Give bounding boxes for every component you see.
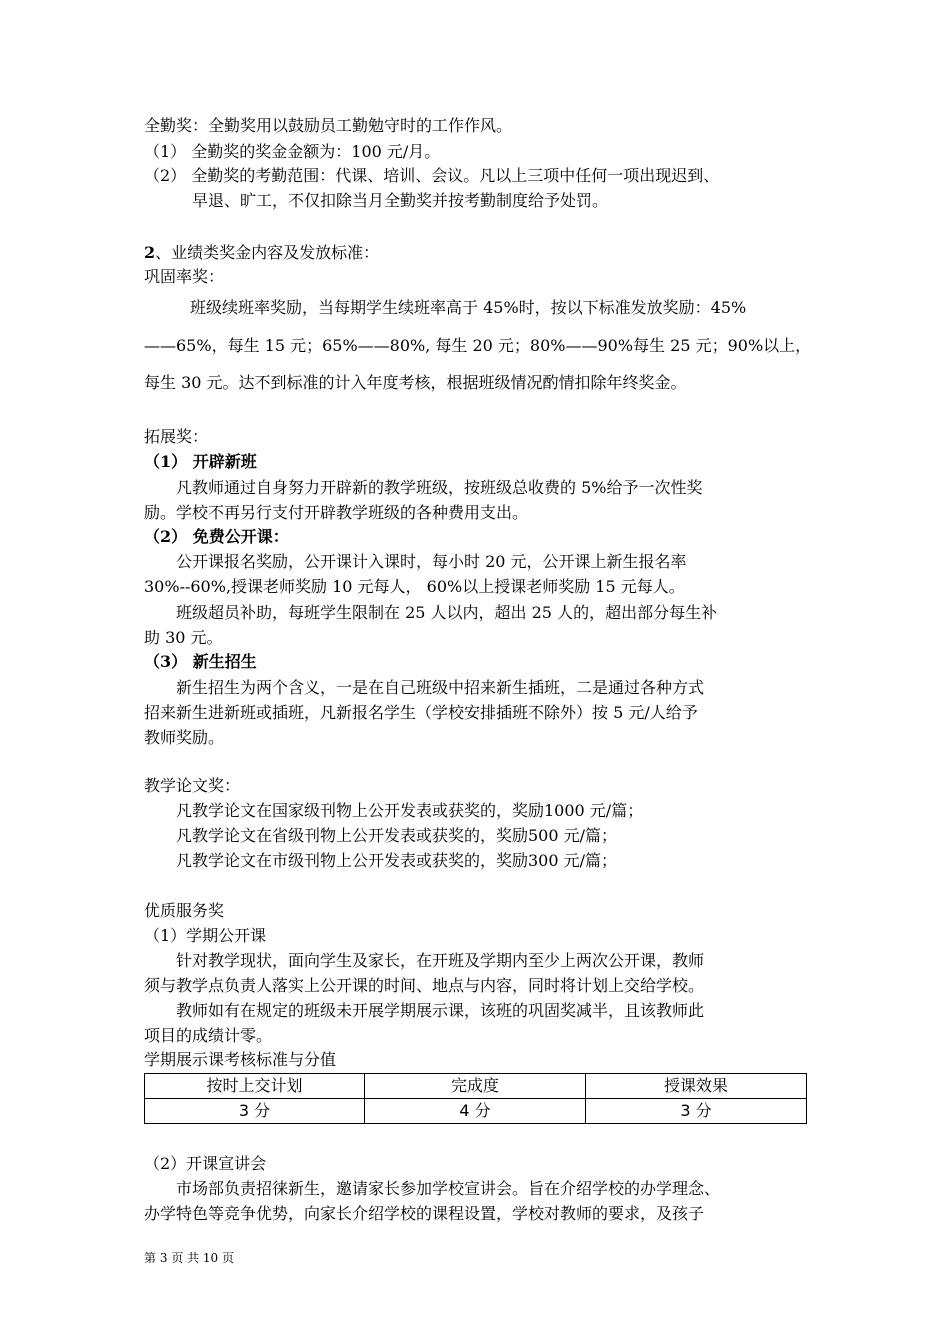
attendance-item-1: （1） 全勤奖的奖金金额为：100 元/月。	[144, 142, 441, 161]
table-cell: 3 分	[145, 1099, 365, 1124]
service-sub-1-line-4: 项目的成绩计零。	[144, 1026, 273, 1045]
service-sub-1-line-2: 须与教学点负责人落实上公开课的时间、地点与内容，同时将计划上交给学校。	[144, 976, 705, 995]
attendance-heading: 全勤奖：全勤奖用以鼓励员工勤勉守时的工作作风。	[144, 116, 513, 135]
service-sub-1-line-1: 针对教学现状，面向学生及家长，在开班及学期内至少上两次公开课，教师	[176, 951, 705, 970]
service-sub-2-line-1: 市场部负责招徕新生，邀请家长参加学校宣讲会。旨在介绍学校的办学理念、	[176, 1179, 721, 1198]
service-sub-1-line-3: 教师如有在规定的班级未开展学期展示课，该班的巩固奖减半，且该教师此	[176, 1001, 705, 1020]
table-row	[145, 1099, 807, 1124]
expansion-sub-3-title: （3） 新生招生	[144, 652, 257, 671]
retention-line-2: ——65%，每生 15 元；65%——80%, 每生 20 元；80%——90%每生 25 元；90%以上，	[144, 336, 812, 355]
table-caption: 学期展示课考核标准与分值	[144, 1050, 337, 1069]
table-header-row	[145, 1074, 807, 1099]
score-table	[144, 1073, 807, 1124]
expansion-sub-1-title: （1） 开辟新班	[144, 452, 257, 471]
paper-heading: 教学论文奖：	[144, 776, 241, 795]
service-sub-2-line-2: 办学特色等竞争优势，向家长介绍学校的课程设置，学校对教师的要求，及孩子	[144, 1204, 705, 1223]
retention-line-1: 班级续班率奖励，当每期学生续班率高于 45%时，按以下标准发放奖励：45%	[190, 298, 747, 317]
paper-line-national: 凡教学论文在国家级刊物上公开发表或获奖的，奖励1000 元/篇；	[176, 801, 644, 820]
expansion-sub-2-line-1: 公开课报名奖励，公开课计入课时，每小时 20 元，公开课上新生报名率	[176, 552, 687, 571]
section-title-text: 、业绩类奖金内容及发放标准：	[155, 243, 380, 262]
retention-line-3: 每生 30 元。达不到标准的计入年度考核，根据班级情况酌情扣除年终奖金。	[144, 373, 687, 392]
expansion-sub-3-line-1: 新生招生为两个含义，一是在自己班级中招来新生插班，二是通过各种方式	[176, 678, 705, 697]
attendance-item-2-line-1: （2） 全勤奖的考勤范围：代课、培训、会议。凡以上三项中任何一项出现迟到、	[144, 166, 720, 185]
section-number: 2	[144, 243, 156, 262]
paper-line-city: 凡教学论文在市级刊物上公开发表或获奖的，奖励300 元/篇；	[176, 851, 618, 870]
table-header-cell: 按时上交计划	[145, 1074, 365, 1099]
expansion-sub-3-line-2: 招来新生进新班或插班，凡新报名学生（学校安排插班不除外）按 5 元/人给予	[144, 703, 698, 722]
expansion-sub-2-title: （2） 免费公开课：	[144, 527, 289, 546]
performance-section-title	[144, 241, 379, 265]
service-heading: 优质服务奖	[144, 901, 225, 920]
table-header-cell: 完成度	[365, 1074, 586, 1099]
attendance-item-2-line-2: 早退、旷工，不仅扣除当月全勤奖并按考勤制度给予处罚。	[192, 191, 609, 210]
expansion-sub-2-line-4: 助 30 元。	[144, 628, 223, 647]
service-sub-2-title: （2）开课宣讲会	[144, 1154, 267, 1173]
expansion-sub-2-line-3: 班级超员补助，每班学生限制在 25 人以内，超出 25 人的，超出部分每生补	[176, 603, 718, 622]
service-sub-1-title: （1）学期公开课	[144, 926, 267, 945]
expansion-sub-3-line-3: 教师奖励。	[144, 728, 225, 747]
paper-line-provincial: 凡教学论文在省级刊物上公开发表或获奖的，奖励500 元/篇；	[176, 826, 618, 845]
expansion-sub-1-line-2: 励。学校不再另行支付开辟教学班级的各种费用支出。	[144, 503, 529, 522]
retention-heading: 巩固率奖：	[144, 267, 225, 286]
expansion-sub-2-line-2: 30%--60%,授课老师奖励 10 元每人， 60%以上授课老师奖励 15 元每人。	[144, 577, 685, 596]
page-number-footer: 第 3 页 共 10 页	[144, 1251, 234, 1265]
table-cell: 3 分	[586, 1099, 807, 1124]
expansion-sub-1-line-1: 凡教师通过自身努力开辟新的教学班级，按班级总收费的 5%给予一次性奖	[176, 478, 703, 497]
table-cell: 4 分	[365, 1099, 586, 1124]
expansion-heading: 拓展奖：	[144, 427, 209, 446]
table-header-cell: 授课效果	[586, 1074, 807, 1099]
